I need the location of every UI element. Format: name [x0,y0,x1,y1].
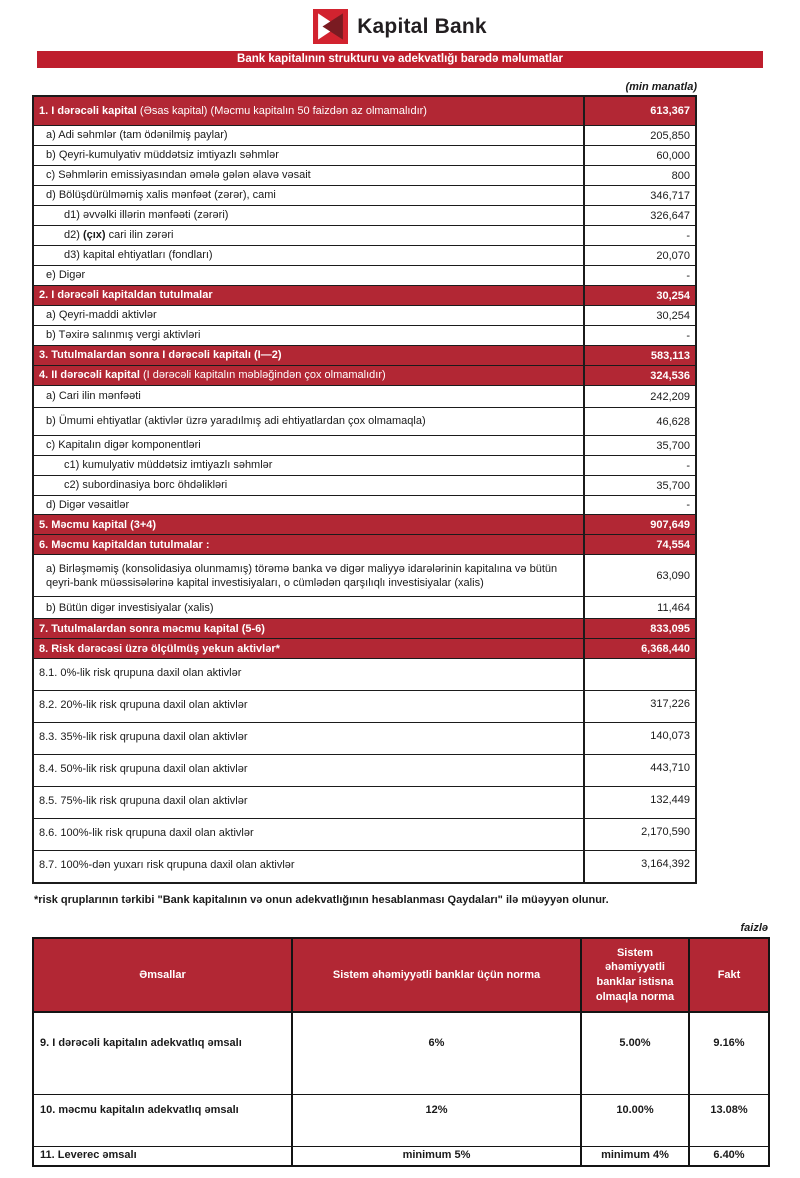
row-value: - [583,496,695,514]
row-value: 324,536 [583,366,695,385]
row-value: - [583,326,695,345]
table1-unit-note: (min manatla) [625,81,697,93]
row-value: 140,073 [583,723,695,754]
row-label: 8.5. 75%-lik risk qrupuna daxil olan aktivlər [39,795,248,808]
row-value: 326,647 [583,206,695,225]
table-row [34,495,695,514]
row-label: d) Digər vəsaitlər [46,499,130,511]
table-row [34,818,695,850]
risk-groups-footnote: *risk qruplarının tərkibi "Bank kapitalının və onun adekvatlığının hesablanması Qaydaları" ilə müəyyən olunur. [34,894,609,907]
row-value: - [583,226,695,245]
row-value: 907,649 [583,515,695,534]
row-value: 3,164,392 [583,851,695,882]
row-label: 3. Tutulmalardan sonra I dərəcəli kapitalı (I—2) [39,349,282,362]
row-label: d3) kapital ehtiyatları (fondları) [64,249,213,262]
row-label: 4. II dərəcəli kapital (I dərəcəli kapitalın məbləğindən çox olmamalıdır) [39,369,386,382]
row-value: - [583,456,695,475]
ratio-row-value: 6% [293,1013,582,1095]
row-value: 205,850 [583,126,695,145]
table-row [34,786,695,818]
row-label: d) Bölüşdürülməmiş xalis mənfəət (zərər), cami [46,189,276,202]
table-row [34,145,695,165]
row-label: 8.1. 0%-lik risk qrupuna daxil olan aktivlər [39,667,242,680]
row-label: 5. Məcmu kapital (3+4) [39,518,157,531]
ratio-row-value: 6.40% [690,1147,768,1165]
table2-unit-note: faizlə [740,922,768,935]
table-row [34,658,695,690]
table-row [34,850,695,882]
ratio-row-value: 5.00% [582,1013,690,1095]
ratio-row-value: 12% [293,1095,582,1147]
table-row [34,185,695,205]
table-row [34,638,695,658]
table-row [34,722,695,754]
ratio-row-value: minimum 4% [582,1147,690,1165]
row-label: 8.3. 35%-lik risk qrupuna daxil olan aktivlər [39,731,248,744]
row-label: b) Bütün digər investisiyalar (xalis) [46,601,214,614]
ratio-row-value: 10.00% [582,1095,690,1147]
row-value: 46,628 [583,408,695,435]
row-label: e) Digər [46,269,86,282]
row-label: c) Səhmlərin emissiyasından əmələ gələn əlavə vəsait [46,169,311,182]
column-header: Sistem əhəmiyyətli banklar üçün norma [293,939,582,1013]
row-label: c2) subordinasiya borc öhdəlikləri [64,479,228,492]
table-row [34,596,695,618]
table-row [34,475,695,495]
table-row [34,754,695,786]
row-label: 6. Məcmu kapitaldan tutulmalar : [39,538,210,551]
table-row [34,407,695,435]
row-value: 132,449 [583,787,695,818]
table-row [34,285,695,305]
row-value: 346,717 [583,186,695,205]
row-value: - [583,266,695,285]
row-label: c1) kumulyativ müddətsiz imtiyazlı səhmlər [64,459,273,472]
table-row [34,305,695,325]
table-row [34,125,695,145]
row-value [583,659,695,690]
row-value: 30,254 [583,286,695,305]
row-value: 242,209 [583,386,695,407]
row-label: 2. I dərəcəli kapitaldan tutulmalar [39,289,213,302]
ratio-row-label: 11. Leverec əmsalı [34,1147,293,1165]
row-value: 443,710 [583,755,695,786]
ratio-row-label: 10. məcmu kapitalın adekvatlıq əmsalı [34,1095,293,1147]
kapital-bank-logo-icon [313,9,348,44]
ratio-row-value: 9.16% [690,1013,768,1095]
row-value: 20,070 [583,246,695,265]
report-title-bar: Bank kapitalının strukturu və adekvatlığı barədə məlumatlar [37,51,763,68]
table-row [34,455,695,475]
row-value: 30,254 [583,306,695,325]
table-row [34,514,695,534]
table-row [34,435,695,455]
row-value: 35,700 [583,476,695,495]
table-row [34,265,695,285]
row-label: a) Cari ilin mənfəəti [46,390,141,403]
table-row [34,225,695,245]
table-row [34,618,695,638]
row-label: 8.2. 20%-lik risk qrupuna daxil olan aktivlər [39,699,248,712]
row-label: 8.6. 100%-lik risk qrupuna daxil olan aktivlər [39,827,254,840]
ratio-row-label: 9. I dərəcəli kapitalın adekvatlıq əmsalı [34,1013,293,1095]
table-row [34,690,695,722]
column-header: Fakt [690,939,768,1013]
table-row [34,554,695,596]
row-label: 1. I dərəcəli kapital (Əsas kapital) (Məcmu kapitalın 50 faizdən az olmamalıdır) [39,104,427,117]
row-value: 60,000 [583,146,695,165]
column-header: Sistem əhəmiyyətli banklar istisna olmaqla norma [582,939,690,1013]
table-row [34,345,695,365]
row-label: 7. Tutulmalardan sonra məcmu kapital (5-6) [39,622,265,635]
table-row [34,385,695,407]
row-value: 6,368,440 [583,639,695,658]
row-label: 8.4. 50%-lik risk qrupuna daxil olan aktivlər [39,763,248,776]
row-value: 63,090 [583,555,695,596]
row-label: a) Birləşməmiş (konsolidasiya olunmamış) törəmə banka və digər maliyyə idarələrinin kapitalına və bütün qeyri-bank müəssisələrinə kapital investisiyaları, o cümlədən qarşılıqlı investisiyalar (xalis) [46,562,558,589]
row-value: 613,367 [583,97,695,125]
table-row [34,165,695,185]
row-label: b) Təxirə salınmış vergi aktivləri [46,329,201,342]
table-row [34,534,695,554]
capital-ratios-table [32,937,770,1167]
capital-structure-table [32,95,697,884]
kapital-bank-logo [0,0,800,44]
column-header: Əmsallar [34,939,293,1013]
table-row [34,245,695,265]
row-label: 8.7. 100%-dən yuxarı risk qrupuna daxil olan aktivlər [39,859,295,872]
row-value: 800 [583,166,695,185]
table-row [34,205,695,225]
table-row [34,365,695,385]
row-label: a) Adi səhmlər (tam ödənilmiş paylar) [46,129,228,142]
row-label: 8. Risk dərəcəsi üzrə ölçülmüş yekun aktivlər* [39,642,280,655]
table-row [34,97,695,125]
row-value: 583,113 [583,346,695,365]
brand-name: Kapital Bank [357,14,487,38]
row-value: 833,095 [583,619,695,638]
table-row [34,325,695,345]
row-value: 2,170,590 [583,819,695,850]
row-label: b) Qeyri-kumulyativ müddətsiz imtiyazlı səhmlər [46,149,279,162]
ratio-row-value: minimum 5% [293,1147,582,1165]
row-value: 317,226 [583,691,695,722]
row-label: d2) (çıx) cari ilin zərəri [64,229,174,242]
row-value: 35,700 [583,436,695,455]
ratio-row-value: 13.08% [690,1095,768,1147]
row-label: c) Kapitalın digər komponentləri [46,439,201,452]
row-label: d1) əvvəlki illərin mənfəəti (zərəri) [64,209,229,222]
row-label: b) Ümumi ehtiyatlar (aktivlər üzrə yaradılmış adi ehtiyatlardan çox olmamaqla) [46,415,426,428]
row-value: 11,464 [583,597,695,618]
row-value: 74,554 [583,535,695,554]
row-label: a) Qeyri-maddi aktivlər [46,309,157,322]
